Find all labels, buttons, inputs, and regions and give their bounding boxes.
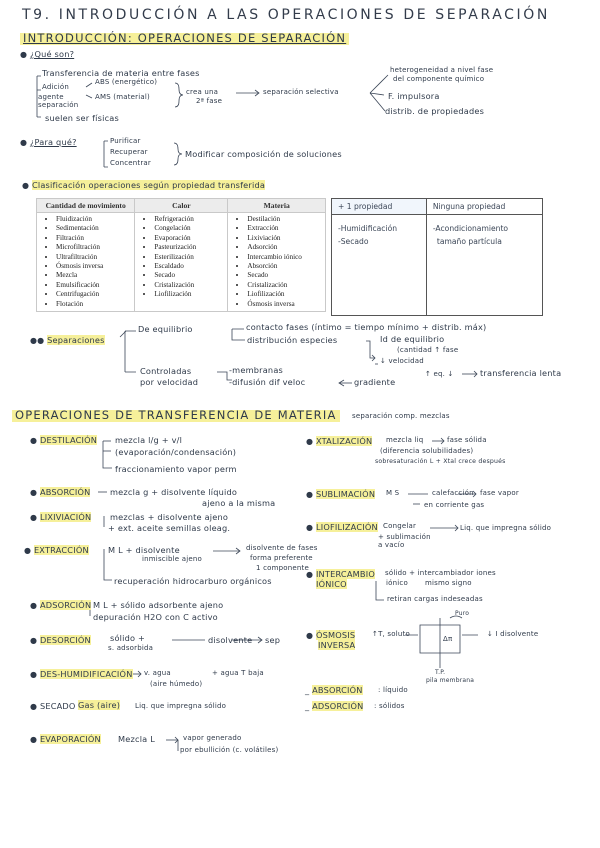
adsorcion-a: M L + sólido adsorbente ajeno bbox=[93, 600, 224, 610]
controladas-text: Controladas bbox=[140, 366, 192, 376]
table-cell: • Flotación bbox=[56, 300, 129, 309]
segunda-fase-text: 2ª fase bbox=[196, 97, 223, 105]
agente-sep-text: agente separación bbox=[38, 93, 79, 109]
right-adsorcion-a: : sólidos bbox=[374, 702, 405, 710]
table-cell: • Esterilización bbox=[154, 253, 222, 262]
absorcion-a: mezcla g + disolvente líquido bbox=[110, 487, 238, 497]
que-son-question: ● ¿Qué son? bbox=[20, 49, 75, 59]
table-cell: • Cristalización bbox=[154, 281, 222, 290]
lixiviacion-a: mezclas + disolvente ajeno bbox=[110, 512, 229, 522]
cantidad-text: (cantidad ↑ fase bbox=[397, 346, 459, 354]
heterogeneidad-text: heterogeneidad a nivel fase bbox=[390, 66, 494, 74]
intercambio-a: sólido + intercambiador iones bbox=[385, 569, 496, 577]
table-cell: • Centrifugación bbox=[56, 290, 129, 299]
osmosis-c: Δπ bbox=[443, 635, 453, 643]
property-header: + 1 propiedad bbox=[332, 199, 427, 215]
right-absorcion-a: : líquido bbox=[378, 686, 408, 694]
transf-text: transferencia lenta bbox=[480, 368, 562, 378]
sublimacion-b: calefacción bbox=[432, 489, 474, 497]
property-cell: -Secado bbox=[338, 237, 369, 246]
table-cell: • Fluidización bbox=[56, 215, 129, 224]
clasificacion-label: ● Clasificación operaciones según propiedad transferida bbox=[22, 180, 266, 190]
ideq-text: Id de equilibrio bbox=[380, 334, 445, 344]
evaporacion-label: ● EVAPORACIÓN bbox=[30, 734, 101, 744]
para-que-item-1: Purificar bbox=[110, 137, 141, 145]
table-header: Calor bbox=[135, 199, 228, 213]
para-que-item-2: Recuperar bbox=[110, 148, 148, 156]
intercambio-c: mismo signo bbox=[425, 579, 472, 587]
separacion-selectiva-text: separación selectiva bbox=[263, 88, 339, 96]
table-cell: • Congelación bbox=[154, 224, 222, 233]
intro-heading: INTRODUCCIÓN: OPERACIONES DE SEPARACIÓN bbox=[20, 33, 349, 45]
sublimacion-a: M S bbox=[386, 489, 400, 497]
right-adsorcion-label: _ ADSORCIÓN bbox=[305, 701, 364, 711]
table-cell: • Ósmosis inversa bbox=[56, 262, 129, 271]
sublimacion-d: en corriente gas bbox=[424, 501, 485, 509]
table-cell: • Refrigeración bbox=[154, 215, 222, 224]
abs-text: ABS (energético) bbox=[95, 78, 158, 86]
table-cell: • Filtración bbox=[56, 234, 129, 243]
sublimacion-label: ● SUBLIMACIÓN bbox=[306, 489, 376, 499]
para-que-question: ● ¿Para qué? bbox=[20, 137, 77, 147]
table-cell: • Emulsificación bbox=[56, 281, 129, 290]
teq-text: ↑ eq. ↓ bbox=[425, 370, 454, 378]
table-cell: • Destilación bbox=[247, 215, 320, 224]
desorcion-a: sólido + bbox=[110, 633, 146, 643]
por-velocidad-text: por velocidad bbox=[140, 377, 199, 387]
evaporacion-c: por ebullición (c. volátiles) bbox=[180, 746, 279, 754]
classification-table bbox=[36, 198, 326, 312]
liofilizacion-b: + sublimación a vacío bbox=[378, 533, 431, 549]
extraccion-b: inmiscible ajeno bbox=[142, 555, 202, 563]
otm-subtitle: separación comp. mezclas bbox=[352, 412, 450, 420]
osmosis-e: pila membrana bbox=[426, 677, 475, 684]
secado-label: ● SECADO bbox=[30, 701, 76, 711]
destilacion-a: mezcla l/g + v/l bbox=[115, 435, 183, 445]
table-cell: • Escaldado bbox=[154, 262, 222, 271]
table-cell: • Ósmosis inversa bbox=[247, 300, 320, 309]
desorcion-c: disolvente bbox=[208, 635, 253, 645]
desorcion-d: sep bbox=[265, 635, 281, 645]
suelen-fisicas-text: suelen ser físicas bbox=[45, 113, 119, 123]
table-cell: • Secado bbox=[247, 271, 320, 280]
xtal-label: ● XTALIZACIÓN bbox=[306, 436, 373, 446]
adicion-text: Adición bbox=[42, 83, 69, 91]
table-header: Cantidad de movimiento bbox=[37, 199, 135, 213]
table-cell: • Cristalización bbox=[247, 281, 320, 290]
f-impulsora-text: F. impulsora bbox=[388, 91, 440, 101]
separaciones-label: ●● Separaciones bbox=[30, 335, 105, 345]
right-absorcion-label: _ ABSORCIÓN bbox=[305, 685, 363, 695]
deshum-c: (aire húmedo) bbox=[150, 680, 203, 688]
table-cell: • Pasteurización bbox=[154, 243, 222, 252]
para-que-item-3: Concentrar bbox=[110, 159, 151, 167]
difusion-text: -difusión dif veloc bbox=[229, 377, 306, 387]
table-cell: • Extracción bbox=[247, 224, 320, 233]
intercambio-label-2: IÓNICO bbox=[316, 579, 347, 589]
membranas-text: -membranas bbox=[229, 365, 283, 375]
lixiviacion-b: + ext. aceite semillas oleag. bbox=[108, 523, 231, 533]
property-cell: -Acondicionamiento bbox=[432, 224, 509, 233]
deshum-a: v. agua bbox=[144, 669, 171, 677]
distrib-propiedades-text: distrib. de propiedades bbox=[385, 106, 485, 116]
osmosis-a: ↑T, soluto bbox=[372, 630, 410, 638]
xtal-d: sobresaturación L + Xtal crece después bbox=[375, 458, 506, 465]
ams-text: AMS (material) bbox=[95, 93, 150, 101]
table-cell: • Intercambio iónico bbox=[247, 253, 320, 262]
absorcion-label: ● ABSORCIÓN bbox=[30, 487, 91, 497]
liofilizacion-a: Congelar bbox=[383, 522, 417, 530]
table-cell: • Adsorción bbox=[247, 243, 320, 252]
intercambio-label: ● INTERCAMBIO bbox=[306, 569, 375, 579]
table-cell: • Liofilización bbox=[247, 290, 320, 299]
table-cell: • Lixiviación bbox=[247, 234, 320, 243]
property-cell: -Humidificación bbox=[338, 224, 398, 233]
destilacion-c: fraccionamiento vapor perm bbox=[115, 464, 237, 474]
intercambio-b: iónico bbox=[386, 579, 408, 587]
extraccion-label: ● EXTRACCIÓN bbox=[24, 545, 89, 555]
liofilizacion-c: Liq. que impregna sólido bbox=[460, 524, 552, 532]
contacto-text: contacto fases (íntimo = tiempo mínimo + distrib. máx) bbox=[246, 322, 487, 332]
table-cell: • Absorción bbox=[247, 262, 320, 271]
extraccion-e: 1 componente bbox=[256, 564, 309, 572]
property-header: Ninguna propiedad bbox=[426, 199, 542, 215]
table-cell: • Secado bbox=[154, 271, 222, 280]
modificar-text: Modificar composición de soluciones bbox=[185, 149, 342, 159]
evaporacion-a: Mezcla L bbox=[118, 734, 155, 744]
otm-heading: OPERACIONES DE TRANSFERENCIA DE MATERIA bbox=[12, 410, 340, 422]
liofilizacion-label: ● LIOFILIZACIÓN bbox=[306, 522, 378, 532]
ivelocidad-text: ↓ velocidad bbox=[380, 357, 424, 365]
destilacion-b: (evaporación/condensación) bbox=[115, 447, 237, 457]
property-cell: tamaño partícula bbox=[436, 237, 502, 246]
desorcion-b: s. adsorbida bbox=[108, 644, 154, 652]
extraccion-d: forma preferente bbox=[250, 554, 313, 562]
deshum-label: ● DES-HUMIDIFICACIÓN bbox=[30, 669, 133, 679]
sublimacion-c: fase vapor bbox=[480, 489, 519, 497]
componente-text: del componente químico bbox=[393, 75, 485, 83]
xtal-c: (diferencia solubilidades) bbox=[380, 447, 474, 455]
table-cell: • Liofilización bbox=[154, 290, 222, 299]
absorcion-b: ajeno a la misma bbox=[202, 498, 276, 508]
transferencia-text: Transferencia de materia entre fases bbox=[42, 68, 200, 78]
crea-una-text: crea una bbox=[186, 88, 219, 96]
osmosis-label: ● ÓSMOSIS bbox=[306, 630, 356, 640]
desorcion-label: ● DESORCIÓN bbox=[30, 635, 91, 645]
xtal-b: fase sólida bbox=[447, 436, 487, 444]
deshum-b: + agua T baja bbox=[212, 669, 264, 677]
table-cell: • Ultrafiltración bbox=[56, 253, 129, 262]
extraccion-a: M L + disolvente bbox=[108, 545, 180, 555]
table-cell: • Evaporación bbox=[154, 234, 222, 243]
equilibrio-text: De equilibrio bbox=[138, 324, 193, 334]
osmosis-b: ↓ I disolvente bbox=[487, 630, 539, 638]
secado-a: Gas (aire) bbox=[78, 700, 121, 710]
table-header: Materia bbox=[228, 199, 326, 213]
secado-b: Liq. que impregna sólido bbox=[135, 702, 227, 710]
property-table bbox=[331, 198, 543, 316]
extraccion-f: recuperación hidrocarburo orgánicos bbox=[114, 576, 272, 586]
gradiente-text: gradiente bbox=[354, 377, 396, 387]
distribucion-text: distribución especies bbox=[247, 335, 338, 345]
lixiviacion-label: ● LIXIVIACIÓN bbox=[30, 512, 92, 522]
adsorcion-b: depuración H2O con C activo bbox=[93, 612, 218, 622]
evaporacion-b: vapor generado bbox=[183, 734, 242, 742]
table-cell: • Mezcla bbox=[56, 271, 129, 280]
osmosis-label-2: INVERSA bbox=[318, 640, 356, 650]
table-cell: • Sedimentación bbox=[56, 224, 129, 233]
xtal-a: mezcla liq bbox=[386, 436, 424, 444]
table-cell: • Microfiltración bbox=[56, 243, 129, 252]
page-title: T9. INTRODUCCIÓN A LAS OPERACIONES DE SEPARACIÓN bbox=[22, 7, 550, 23]
extraccion-c: disolvente de fases bbox=[246, 544, 318, 552]
osmosis-top: Puro bbox=[455, 610, 470, 617]
adsorcion-label: ● ADSORCIÓN bbox=[30, 600, 92, 610]
osmosis-d: T.P. bbox=[435, 669, 446, 676]
intercambio-d: retiran cargas indeseadas bbox=[387, 595, 483, 603]
destilacion-label: ● DESTILACIÓN bbox=[30, 435, 98, 445]
